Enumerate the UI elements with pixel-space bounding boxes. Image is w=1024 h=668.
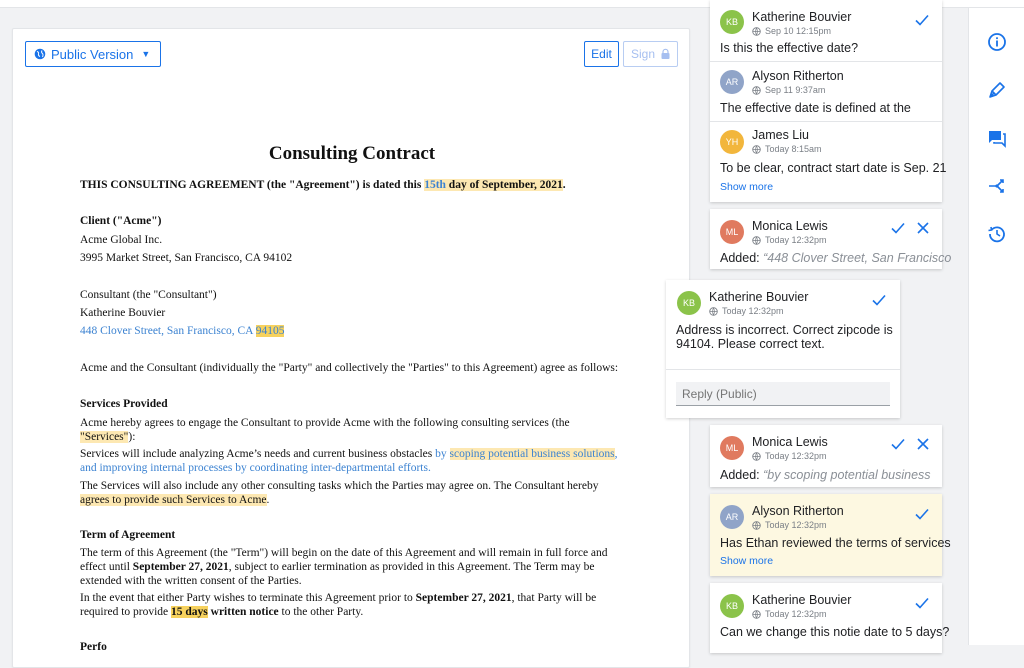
edit-button[interactable]: Edit: [584, 41, 619, 67]
highlight-scoping[interactable]: scoping potential business solutions: [449, 448, 615, 460]
term-heading: Term of Agreement: [80, 529, 176, 541]
resolve-check-icon[interactable]: [914, 506, 930, 522]
services-p1-line1: Acme hereby agrees to engage the Consultant to provide Acme with the following consulting services (the: [80, 417, 570, 429]
globe-icon: [752, 145, 761, 154]
comment-time: Today 12:32pm: [752, 520, 827, 530]
term-p1-line3: extended with the written consent of the Parties.: [80, 575, 302, 587]
client-heading: Client ("Acme"): [80, 215, 162, 227]
document-panel: [12, 28, 690, 668]
resolve-check-icon[interactable]: [871, 292, 887, 308]
comment-text: To be clear, contract start date is Sep. 21: [720, 161, 947, 175]
comment-text: Is this the effective date?: [720, 41, 859, 55]
accept-check-icon[interactable]: [890, 220, 906, 236]
pen-icon[interactable]: [987, 80, 1007, 100]
comment-time: Today 12:32pm: [709, 306, 784, 316]
globe-icon: [752, 521, 761, 530]
caret-down-icon: ▼: [141, 49, 151, 59]
suggestion-card-scoping[interactable]: [710, 425, 942, 487]
comment-time: Today 12:32pm: [752, 609, 827, 619]
comment-text: Can we change this notie date to 5 days?: [720, 625, 950, 639]
comment-text: The effective date is defined at the: [720, 101, 911, 115]
show-more-link[interactable]: Show more: [720, 181, 774, 193]
divider: [710, 61, 942, 62]
avatar: AR: [720, 505, 744, 529]
suggestion-text: Added: “by scoping potential business: [720, 468, 931, 482]
comment-author: James Liu: [752, 128, 809, 142]
resolve-check-icon[interactable]: [914, 12, 930, 28]
avatar: KB: [720, 594, 744, 618]
term-p2-line1: In the event that either Party wishes to terminate this Agreement prior to September 27, 2021, that Party will be: [80, 592, 597, 604]
highlight-services[interactable]: "Services": [80, 431, 129, 443]
divider: [710, 121, 942, 122]
avatar: AR: [720, 70, 744, 94]
globe-icon: [752, 86, 761, 95]
consultant-address: [80, 325, 284, 337]
term-p2-line2: required to provide 15 days written notice to the other Party.: [80, 606, 364, 618]
comment-author: Katherine Bouvier: [709, 290, 809, 304]
comment-time: Today 12:32pm: [752, 451, 827, 461]
consultant-name: Katherine Bouvier: [80, 307, 166, 319]
reject-x-icon[interactable]: [916, 221, 930, 235]
avatar: KB: [677, 291, 701, 315]
services-p3-line2: agrees to provide such Services to Acme.: [80, 494, 270, 506]
comment-author: Monica Lewis: [752, 219, 828, 233]
comment-time: Today 12:32pm: [752, 235, 827, 245]
comment-author: Katherine Bouvier: [752, 10, 852, 24]
comment-thread-effective-date[interactable]: [710, 0, 947, 202]
next-heading: Perfo: [80, 641, 107, 653]
avatar: KB: [720, 10, 744, 34]
globe-icon: [34, 48, 46, 60]
comment-text: Has Ethan reviewed the terms of services: [720, 536, 951, 550]
comment-card-notice[interactable]: [710, 583, 950, 653]
right-rail: [968, 8, 1024, 645]
comment-author: Alyson Ritherton: [752, 504, 844, 518]
comment-time: Today 8:15am: [752, 144, 822, 154]
comment-time: Sep 10 12:15pm: [752, 26, 831, 36]
comment-author: Alyson Ritherton: [752, 69, 844, 83]
consultant-heading: Consultant (the "Consultant"): [80, 289, 217, 301]
highlight-date[interactable]: day of September, 2021: [445, 179, 563, 191]
show-more-link[interactable]: Show more: [720, 555, 774, 567]
highlight-15-days[interactable]: 15 days: [171, 606, 208, 618]
share-icon[interactable]: [987, 176, 1007, 196]
comment-text-line2: 94104. Please correct text.: [676, 337, 825, 351]
highlight-agrees[interactable]: agrees to provide such Services to Acme: [80, 494, 267, 506]
added-address-text[interactable]: 448 Clover Street, San Francisco, CA: [80, 325, 256, 337]
services-heading: Services Provided: [80, 398, 168, 410]
reject-x-icon[interactable]: [916, 437, 930, 451]
client-name: Acme Global Inc.: [80, 234, 163, 246]
globe-icon: [752, 236, 761, 245]
resolve-check-icon[interactable]: [914, 595, 930, 611]
term-p1-line2: effect until September 27, 2021, subject to earlier termination as provided in this Agreement. The Term may be: [80, 561, 595, 573]
parties-line: Acme and the Consultant (individually the "Party" and collectively the "Parties" to this Agreement) agree as follows:: [80, 362, 619, 374]
divider: [666, 369, 900, 370]
globe-icon: [752, 452, 761, 461]
active-comment-card-zipcode[interactable]: [666, 280, 900, 418]
suggestion-text: Added: “448 Clover Street, San Francisco: [720, 251, 952, 265]
client-address: 3995 Market Street, San Francisco, CA 94102: [80, 252, 293, 264]
services-p2-line1: Services will include analyzing Acme’s needs and current business obstacles by scoping potential business solutions,: [80, 448, 618, 460]
public-version-label: Public Version: [51, 46, 134, 62]
comments-icon[interactable]: [987, 128, 1007, 148]
comment-time: Sep 11 9:37am: [752, 85, 825, 95]
public-version-dropdown[interactable]: [25, 41, 161, 67]
services-p2-line2: and improving internal processes by coordinating inter-departmental efforts.: [80, 462, 431, 474]
globe-icon: [709, 307, 718, 316]
avatar: ML: [720, 436, 744, 460]
highlight-day[interactable]: 15th: [424, 179, 446, 191]
history-icon[interactable]: [987, 224, 1007, 244]
agreement-line: THIS CONSULTING AGREEMENT (the "Agreement") is dated this 15th day of September, 2021.: [80, 179, 566, 191]
services-p3-line1: The Services will also include any other consulting tasks which the Parties may agree on. The Consultant hereby: [80, 480, 599, 492]
document-title: Consulting Contract: [268, 143, 436, 164]
comment-author: Monica Lewis: [752, 435, 828, 449]
comment-author: Katherine Bouvier: [752, 593, 852, 607]
accept-check-icon[interactable]: [890, 436, 906, 452]
comment-text-line1: Address is incorrect. Correct zipcode is: [676, 323, 893, 337]
globe-icon: [752, 610, 761, 619]
added-improving-text[interactable]: and improving internal processes by coordinating inter-departmental efforts: [80, 462, 428, 474]
globe-icon: [752, 27, 761, 36]
sign-label: Sign: [630, 47, 656, 61]
sign-button[interactable]: [623, 41, 678, 67]
highlight-zip[interactable]: 94105: [255, 325, 285, 337]
lock-icon: [661, 49, 670, 59]
suggestion-card-address[interactable]: [710, 209, 952, 269]
avatar: ML: [720, 220, 744, 244]
info-icon[interactable]: [987, 32, 1007, 52]
term-p1-line1: The term of this Agreement (the "Term") will begin on the date of this Agreement and will remain in full force and: [80, 547, 608, 559]
services-p1-line2: "Services"):: [80, 431, 136, 443]
avatar: YH: [720, 130, 744, 154]
comment-card-terms[interactable]: [710, 494, 951, 576]
reply-input[interactable]: [676, 382, 890, 406]
